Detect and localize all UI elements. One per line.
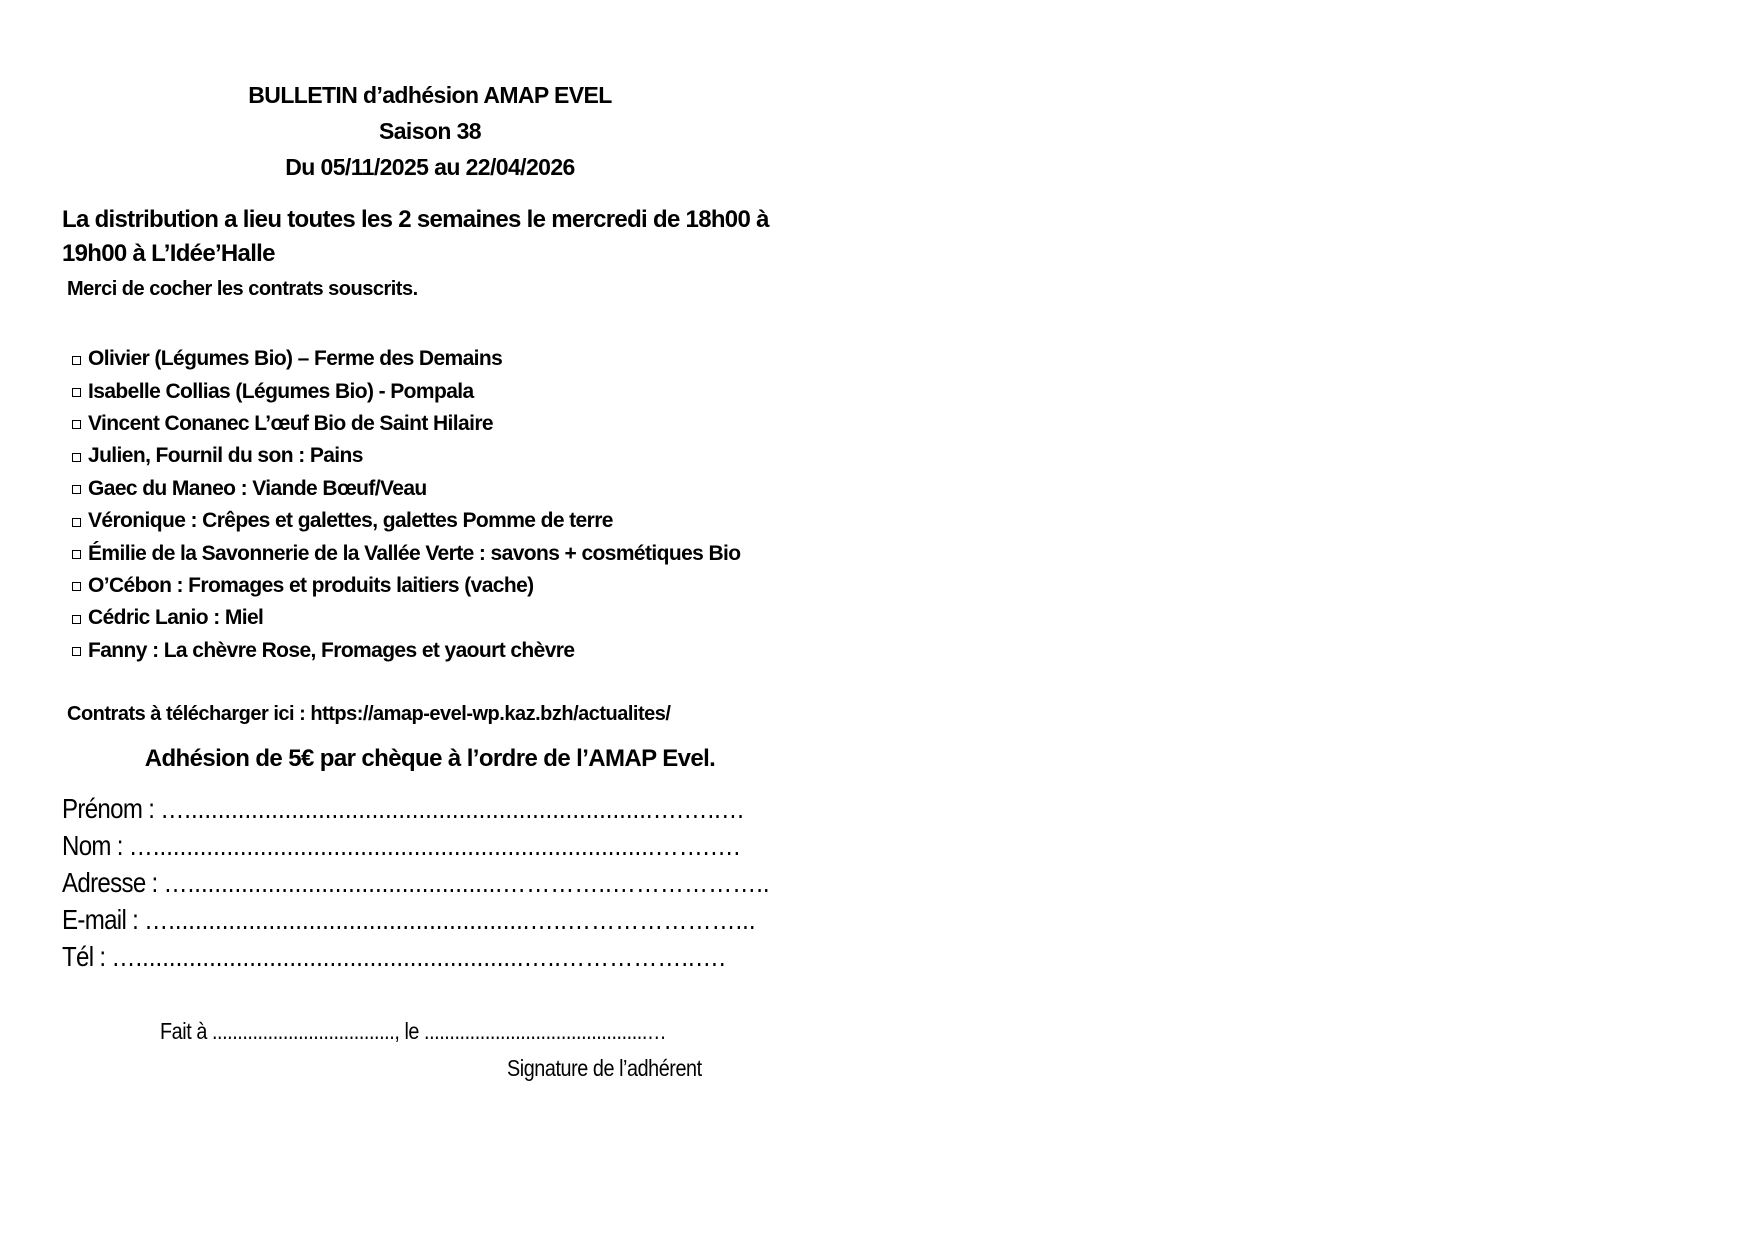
form-title: BULLETIN d’adhésion AMAP EVEL [248, 82, 612, 108]
checkbox[interactable] [72, 485, 81, 494]
field-blank: …......................................................…..…………………... [144, 904, 756, 935]
address-field[interactable] [62, 864, 770, 901]
field-blank: …...............................................…………..……………….. [163, 867, 770, 898]
contract-label: Gaec du Maneo : Viande Bœuf/Veau [88, 476, 427, 500]
membership-fee-note: Adhésion de 5€ par chèque à l’ordre de l’AMAP Evel. [144, 745, 716, 772]
checkbox[interactable] [72, 647, 81, 656]
contract-label: Émilie de la Savonnerie de la Vallée Verte : savons + cosmétiques Bio [88, 541, 741, 565]
field-label: Prénom : [62, 793, 161, 824]
contract-item [72, 408, 741, 440]
season-dates: Du 05/11/2025 au 22/04/2026 [285, 154, 575, 180]
field-label: Nom : [62, 830, 129, 861]
field-label: E-mail : [62, 904, 145, 935]
contract-label: Isabelle Collias (Légumes Bio) - Pompala [88, 379, 474, 403]
checkbox[interactable] [72, 582, 81, 591]
field-label: Tél : [62, 941, 112, 972]
checkbox[interactable] [72, 420, 81, 429]
field-label: Adresse : [62, 867, 164, 898]
season-label: Saison 38 [379, 118, 481, 144]
contract-label: Julien, Fournil du son : Pains [88, 444, 363, 468]
contract-item [72, 473, 741, 505]
contract-label: Fanny : La chèvre Rose, Fromages et yaourt chèvre [88, 638, 575, 662]
contract-item [72, 343, 741, 375]
checkbox[interactable] [72, 388, 81, 397]
contract-label: Olivier (Légumes Bio) – Ferme des Demains [88, 347, 503, 371]
email-field[interactable] [62, 901, 756, 938]
checkbox[interactable] [72, 356, 81, 365]
last-name-field[interactable] [62, 827, 740, 864]
field-blank: …......................................................................….…..… [160, 793, 745, 824]
contract-item [72, 570, 741, 602]
distribution-info-line-2: 19h00 à L’Idée’Halle [62, 240, 275, 267]
contract-item [72, 537, 741, 569]
checkbox-instruction: Merci de cocher les contrats souscrits. [67, 278, 418, 300]
phone-field[interactable] [62, 938, 726, 975]
checkbox[interactable] [72, 518, 81, 527]
contracts-download-link[interactable]: Contrats à télécharger ici : https://amap-evel-wp.kaz.bzh/actualites/ [67, 703, 671, 725]
first-name-field[interactable] [62, 790, 745, 827]
contract-label: O’Cébon : Fromages et produits laitiers (vache) [88, 573, 534, 597]
place-date-field[interactable]: Fait à ...................................., le ............................................… [160, 1018, 667, 1044]
contract-label: Cédric Lanio : Miel [88, 606, 264, 630]
contract-label: Véronique : Crêpes et galettes, galettes Pomme de terre [88, 509, 613, 533]
signature-label: Signature de l’adhérent [507, 1055, 702, 1081]
field-blank: …...........................................................................…….…. [128, 830, 741, 861]
field-blank: …..........................................................…..……………..…. [111, 941, 726, 972]
contract-item [72, 440, 741, 472]
contract-item [72, 635, 741, 667]
contract-item [72, 602, 741, 634]
contract-label: Vincent Conanec L’œuf Bio de Saint Hilaire [88, 411, 493, 435]
contract-item [72, 505, 741, 537]
contract-item [72, 375, 741, 407]
distribution-info-line-1: La distribution a lieu toutes les 2 semaines le mercredi de 18h00 à [62, 206, 769, 233]
checkbox[interactable] [72, 550, 81, 559]
contract-list [72, 343, 741, 667]
checkbox[interactable] [72, 453, 81, 462]
checkbox[interactable] [72, 615, 81, 624]
